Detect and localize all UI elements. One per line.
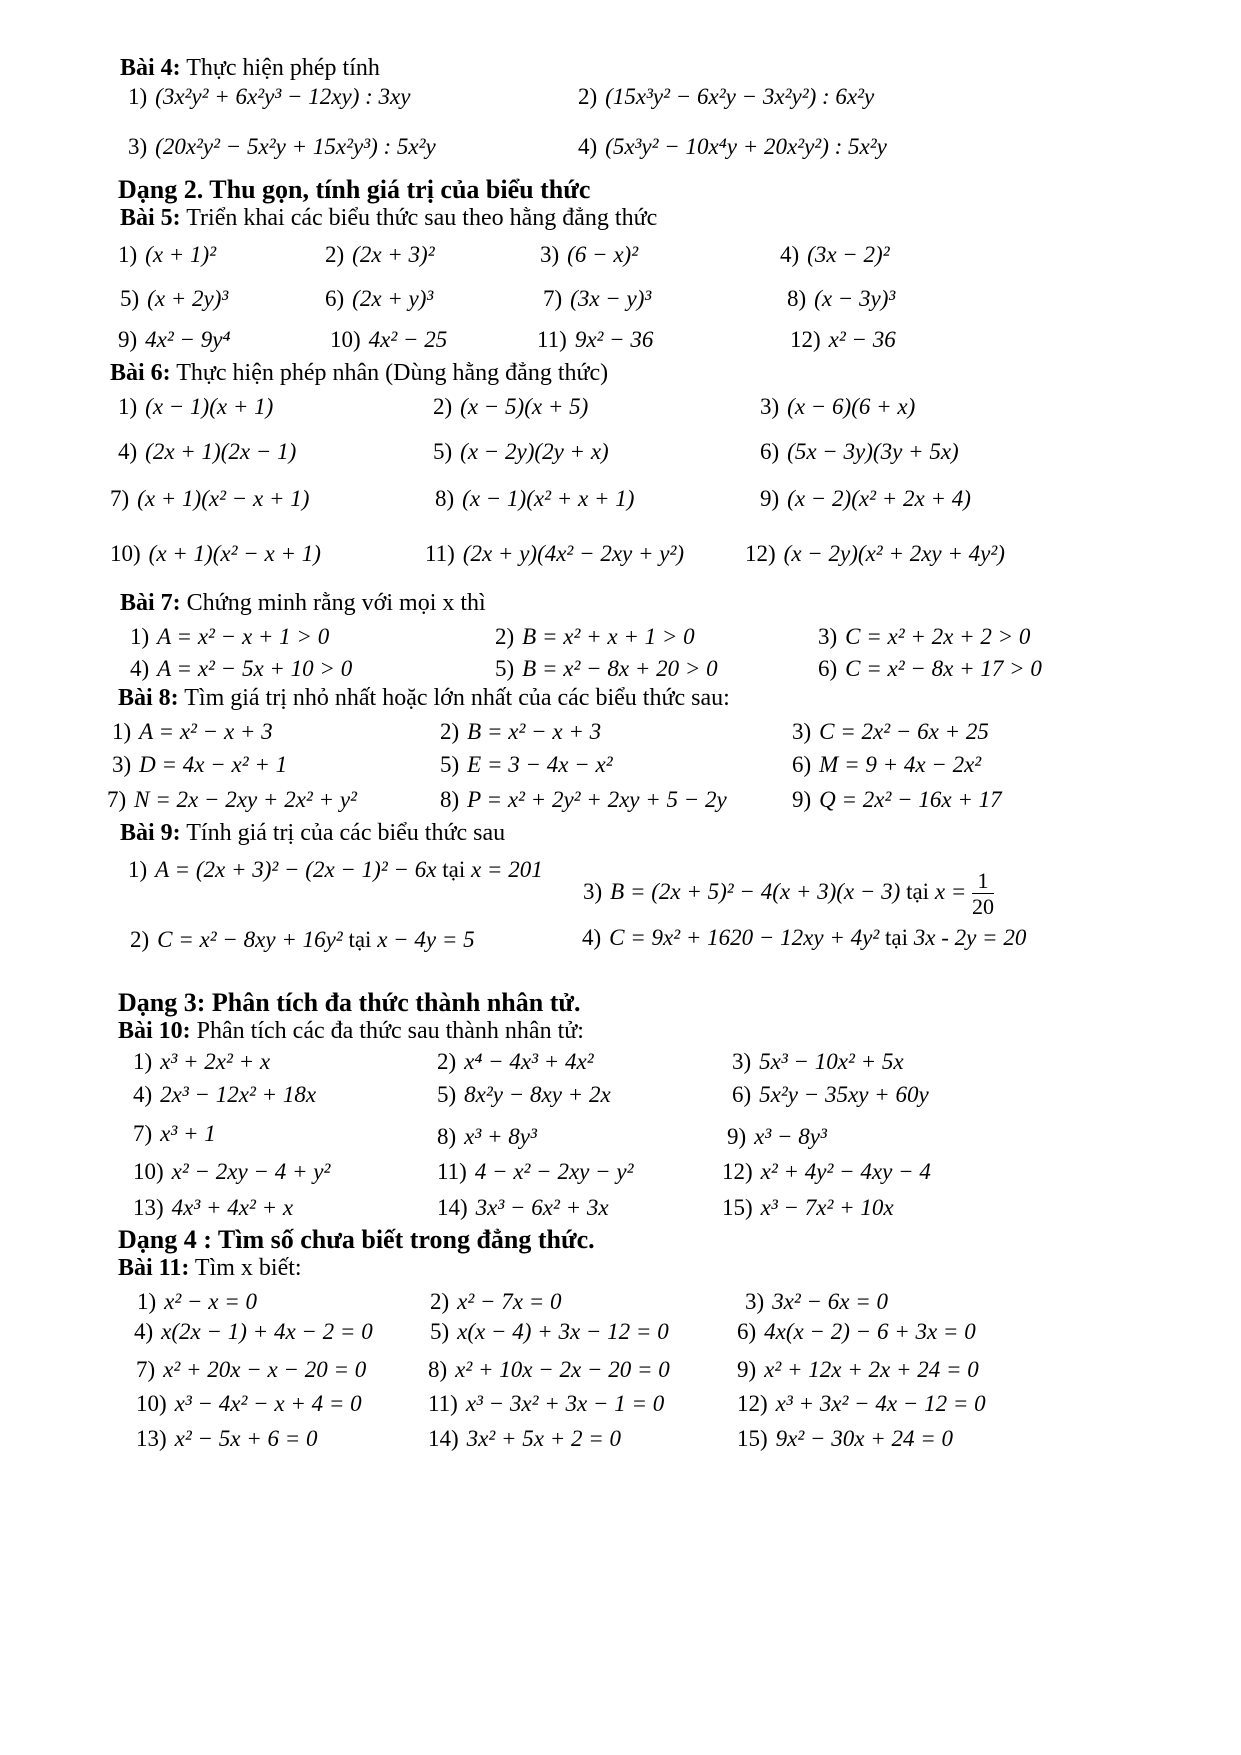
section-heading-d4: Dạng 4 : Tìm số chưa biết trong đẳng thức. [118, 1225, 595, 1254]
item-number: 12) [722, 1159, 753, 1184]
item-number: 8) [440, 787, 460, 812]
item-expression: B = (2x + 5)² − 4(x + 3)(x − 3) [610, 879, 901, 905]
item-number: 1) [137, 1289, 157, 1314]
item-expression: x³ − 7x² + 10x [760, 1195, 894, 1220]
item-number: 3) [732, 1049, 752, 1074]
item-expression: x² + 4y² − 4xy − 4 [760, 1159, 931, 1184]
item-expression: C = x² − 8x + 17 > 0 [845, 656, 1042, 681]
item-number: 9) [118, 327, 138, 352]
item-expression: 9x² − 36 [574, 327, 654, 352]
exercise-item-b6-5 [433, 440, 609, 463]
exercise-item-b8-1 [112, 720, 273, 743]
exercise-item-b10-11 [437, 1160, 634, 1183]
item-number: 10) [133, 1159, 164, 1184]
item-expression: A = (2x + 3)² − (2x − 1)² − 6x [155, 857, 437, 882]
item-expression: P = x² + 2y² + 2xy + 5 − 2y [467, 787, 727, 812]
exercise-item-b11-1 [137, 1290, 257, 1313]
item-number: 4) [118, 439, 138, 464]
item-number: 6) [732, 1082, 752, 1107]
item-expression: E = 3 − 4x − x² [467, 752, 613, 777]
item-expression: x(x − 4) + 3x − 12 = 0 [457, 1319, 669, 1344]
item-expression: x² − 36 [828, 327, 896, 352]
item-number: 12) [737, 1391, 768, 1416]
exercise-title-b11 [118, 1255, 302, 1282]
item-number: 2) [437, 1049, 457, 1074]
exercise-title-b4 [120, 55, 380, 82]
item-expression: x³ − 3x² + 3x − 1 = 0 [465, 1391, 665, 1416]
item-condition-word: tại [879, 925, 914, 950]
item-expression: x² + 10x − 2x − 20 = 0 [455, 1357, 670, 1382]
item-condition: x − 4y = 5 [377, 927, 475, 952]
item-expression: 3x² − 6x = 0 [772, 1289, 889, 1314]
item-number: 3) [818, 624, 838, 649]
exercise-item-b9-4 [582, 926, 1026, 949]
item-expression: B = x² − 8x + 20 > 0 [522, 656, 718, 681]
item-expression: (20x²y² − 5x²y + 15x²y³) : 5x²y [155, 134, 436, 159]
item-expression: x² − 5x + 6 = 0 [174, 1426, 318, 1451]
exercise-item-b11-10 [136, 1392, 362, 1415]
item-condition-word: tại [900, 879, 935, 905]
item-number: 8) [428, 1357, 448, 1382]
exercise-title-b8 [118, 685, 730, 712]
item-expression: C = x² + 2x + 2 > 0 [845, 624, 1031, 649]
item-number: 1) [118, 242, 138, 267]
exercise-item-b5-5 [120, 287, 228, 310]
exercise-label: Bài 7: [120, 590, 181, 616]
item-number: 2) [325, 242, 345, 267]
item-number: 10) [110, 541, 141, 566]
item-expression: (2x + 1)(2x − 1) [145, 439, 297, 464]
item-number: 11) [428, 1391, 458, 1416]
section-heading-d2: Dạng 2. Thu gọn, tính giá trị của biểu thức [118, 175, 591, 204]
item-number: 3) [792, 719, 812, 744]
exercise-item-b10-9 [727, 1125, 827, 1148]
exercise-item-b5-1 [118, 243, 216, 266]
item-expression: A = x² − 5x + 10 > 0 [157, 656, 353, 681]
item-expression: 4x³ + 4x² + x [171, 1195, 294, 1220]
exercise-item-b10-13 [133, 1196, 293, 1219]
exercise-instruction: Triển khai các biểu thức sau theo hằng đẳng thức [180, 205, 658, 231]
exercise-label: Bài 10: [118, 1018, 191, 1044]
exercise-item-b6-3 [760, 395, 915, 418]
item-expression: x(2x − 1) + 4x − 2 = 0 [161, 1319, 373, 1344]
exercise-item-b10-12 [722, 1160, 931, 1183]
exercise-item-b11-11 [428, 1392, 664, 1415]
exercise-item-b5-4 [780, 243, 890, 266]
item-number: 7) [110, 486, 130, 511]
item-expression: (x − 1)(x² + x + 1) [462, 486, 635, 511]
item-number: 5) [437, 1082, 457, 1107]
exercise-item-b5-3 [540, 243, 638, 266]
item-expression: B = x² + x + 1 > 0 [522, 624, 695, 649]
exercise-item-b8-5 [440, 753, 613, 776]
exercise-item-b6-11 [425, 542, 684, 565]
item-expression: N = 2x − 2xy + 2x² + y² [134, 787, 357, 812]
item-number: 6) [760, 439, 780, 464]
exercise-item-b8-3 [792, 720, 989, 743]
exercise-label: Bài 9: [120, 820, 181, 846]
item-number: 14) [428, 1426, 459, 1451]
exercise-item-b6-2 [433, 395, 588, 418]
item-expression: 3x³ − 6x² + 3x [475, 1195, 609, 1220]
exercise-item-b6-12 [745, 542, 1005, 565]
item-number: 7) [133, 1121, 153, 1146]
item-number: 9) [737, 1357, 757, 1382]
item-number: 7) [107, 787, 127, 812]
item-expression: (3x − 2)² [807, 242, 890, 267]
item-expression: C = 9x² + 1620 − 12xy + 4y² [609, 925, 880, 950]
item-number: 1) [128, 84, 148, 109]
exercise-item-b4-3 [128, 135, 436, 158]
item-number: 9) [727, 1124, 747, 1149]
item-expression: x³ − 4x² − x + 4 = 0 [174, 1391, 362, 1416]
item-number: 8) [435, 486, 455, 511]
item-expression: 9x² − 30x + 24 = 0 [775, 1426, 954, 1451]
item-number: 1) [133, 1049, 153, 1074]
exercise-instruction: Tìm x biết: [189, 1255, 302, 1281]
item-number: 7) [136, 1357, 156, 1382]
exercise-item-b11-15 [737, 1427, 953, 1450]
item-number: 5) [433, 439, 453, 464]
item-expression: (x − 1)(x + 1) [145, 394, 274, 419]
exercise-item-b9-3 [130, 928, 475, 951]
exercise-item-b7-6 [818, 657, 1042, 680]
item-expression: Q = 2x² − 16x + 17 [819, 787, 1002, 812]
item-expression: (x − 3y)³ [814, 286, 896, 311]
exercise-item-b10-3 [732, 1050, 904, 1073]
item-expression: x² + 20x − x − 20 = 0 [163, 1357, 367, 1382]
exercise-item-b11-14 [428, 1427, 621, 1450]
item-number: 5) [495, 656, 515, 681]
item-number: 6) [818, 656, 838, 681]
item-number: 5) [120, 286, 140, 311]
item-number: 6) [737, 1319, 757, 1344]
exercise-item-b8-9 [792, 788, 1002, 811]
exercise-title-b6 [110, 360, 608, 387]
exercise-item-b4-2 [578, 85, 874, 108]
item-expression: x³ + 3x² − 4x − 12 = 0 [775, 1391, 986, 1416]
item-number: 3) [583, 879, 603, 905]
item-number: 2) [495, 624, 515, 649]
section-heading-d3: Dạng 3: Phân tích đa thức thành nhân tử. [118, 988, 581, 1017]
exercise-title-b9 [120, 820, 505, 847]
exercise-instruction: Tìm giá trị nhỏ nhất hoặc lớn nhất của các biểu thức sau: [178, 685, 730, 711]
item-expression: (x + 1)(x² − x + 1) [148, 541, 321, 566]
item-number: 1) [118, 394, 138, 419]
exercise-item-b5-6 [325, 287, 433, 310]
exercise-item-b6-7 [110, 487, 309, 510]
item-number: 5) [440, 752, 460, 777]
item-number: 2) [130, 927, 150, 952]
item-number: 7) [543, 286, 563, 311]
item-expression: (5x − 3y)(3y + 5x) [787, 439, 959, 464]
exercise-item-b4-4 [578, 135, 887, 158]
exercise-item-b11-7 [136, 1358, 366, 1381]
item-expression: (15x³y² − 6x²y − 3x²y²) : 6x²y [605, 84, 875, 109]
fraction-denominator: 20 [972, 894, 995, 920]
exercise-instruction: Thực hiện phép tính [180, 55, 380, 81]
item-expression: (2x + y)³ [352, 286, 434, 311]
item-number: 1) [128, 857, 148, 882]
exercise-title-b10 [118, 1018, 584, 1045]
exercise-item-b5-2 [325, 243, 435, 266]
item-number: 11) [537, 327, 567, 352]
item-number: 10) [330, 327, 361, 352]
exercise-item-b9-2 [583, 868, 994, 920]
exercise-item-b10-14 [437, 1196, 609, 1219]
item-expression: (6 − x)² [567, 242, 639, 267]
exercise-item-b8-7 [107, 788, 357, 811]
item-expression: x² − 2xy − 4 + y² [171, 1159, 331, 1184]
item-expression: B = x² − x + 3 [467, 719, 602, 744]
item-expression: (x + 2y)³ [147, 286, 229, 311]
item-expression: 4 − x² − 2xy − y² [474, 1159, 634, 1184]
item-number: 3) [112, 752, 132, 777]
item-number: 15) [737, 1426, 768, 1451]
exercise-item-b7-2 [495, 625, 695, 648]
exercise-instruction: Tính giá trị của các biểu thức sau [180, 820, 506, 846]
exercise-item-b10-10 [133, 1160, 330, 1183]
item-number: 1) [112, 719, 132, 744]
item-expression: (2x + y)(4x² − 2xy + y²) [462, 541, 685, 566]
item-expression: 4x(x − 2) − 6 + 3x = 0 [764, 1319, 976, 1344]
exercise-item-b7-4 [130, 657, 352, 680]
item-number: 9) [792, 787, 812, 812]
item-expression: (x + 1)² [145, 242, 217, 267]
item-number: 2) [430, 1289, 450, 1314]
item-expression: x³ − 8y³ [754, 1124, 827, 1149]
item-expression: 4x² − 9y⁴ [145, 327, 231, 352]
exercise-item-b5-7 [543, 287, 651, 310]
item-number: 15) [722, 1195, 753, 1220]
exercise-instruction: Thực hiện phép nhân (Dùng hằng đẳng thức) [170, 360, 609, 386]
item-expression: (x + 1)(x² − x + 1) [137, 486, 310, 511]
item-number: 12) [745, 541, 776, 566]
item-number: 14) [437, 1195, 468, 1220]
item-number: 4) [578, 134, 598, 159]
item-expression: (x − 2)(x² + 2x + 4) [787, 486, 971, 511]
exercise-instruction: Chứng minh rằng với mọi x thì [180, 590, 486, 616]
exercise-item-b5-9 [118, 328, 231, 351]
item-expression: 4x² − 25 [368, 327, 448, 352]
exercise-item-b10-8 [437, 1125, 537, 1148]
item-expression: M = 9 + 4x − 2x² [819, 752, 982, 777]
exercise-item-b10-7 [133, 1122, 216, 1145]
item-expression: 8x²y − 8xy + 2x [464, 1082, 611, 1107]
exercise-item-b6-10 [110, 542, 321, 565]
item-number: 6) [325, 286, 345, 311]
item-number: 11) [437, 1159, 467, 1184]
item-number: 2) [433, 394, 453, 419]
exercise-label: Bài 4: [120, 55, 181, 81]
item-number: 4) [130, 656, 150, 681]
exercise-item-b5-12 [790, 328, 896, 351]
item-condition-word: tại [436, 857, 471, 882]
exercise-item-b5-11 [537, 328, 653, 351]
item-expression: (3x − y)³ [570, 286, 652, 311]
item-number: 1) [130, 624, 150, 649]
exercise-label: Bài 6: [110, 360, 171, 386]
item-number: 13) [133, 1195, 164, 1220]
exercise-item-b11-3 [745, 1290, 888, 1313]
exercise-item-b6-6 [760, 440, 959, 463]
exercise-item-b7-3 [818, 625, 1030, 648]
exercise-item-b11-2 [430, 1290, 562, 1313]
exercise-item-b6-4 [118, 440, 296, 463]
item-expression: A = x² − x + 1 > 0 [157, 624, 330, 649]
exercise-item-b8-4 [112, 753, 287, 776]
item-number: 3) [128, 134, 148, 159]
item-number: 11) [425, 541, 455, 566]
exercise-item-b11-9 [737, 1358, 979, 1381]
exercise-item-b11-13 [136, 1427, 318, 1450]
exercise-item-b6-9 [760, 487, 971, 510]
exercise-item-b5-10 [330, 328, 447, 351]
item-condition: x = 201 [470, 857, 543, 882]
exercise-item-b7-1 [130, 625, 329, 648]
item-expression: D = 4x − x² + 1 [139, 752, 288, 777]
item-expression: (x − 2y)(x² + 2xy + 4y²) [783, 541, 1005, 566]
fraction-numerator: 1 [977, 868, 989, 893]
item-expression: (x − 5)(x + 5) [460, 394, 589, 419]
item-expression: x² − 7x = 0 [457, 1289, 562, 1314]
item-expression: 5x³ − 10x² + 5x [759, 1049, 904, 1074]
exercise-item-b11-12 [737, 1392, 986, 1415]
exercise-item-b10-5 [437, 1083, 611, 1106]
item-expression: x³ + 8y³ [464, 1124, 537, 1149]
item-number: 12) [790, 327, 821, 352]
item-number: 2) [440, 719, 460, 744]
exercise-item-b6-8 [435, 487, 634, 510]
item-number: 13) [136, 1426, 167, 1451]
item-condition: 3x - 2y = 20 [913, 925, 1027, 950]
item-expression: 2x³ − 12x² + 18x [160, 1082, 317, 1107]
item-number: 6) [792, 752, 812, 777]
item-number: 3) [540, 242, 560, 267]
item-expression: 3x² + 5x + 2 = 0 [466, 1426, 622, 1451]
exercise-item-b6-1 [118, 395, 273, 418]
item-expression: (5x³y² − 10x⁴y + 20x²y²) : 5x²y [605, 134, 887, 159]
exercise-item-b11-5 [430, 1320, 669, 1343]
exercise-item-b9-1 [128, 858, 543, 881]
item-expression: x⁴ − 4x³ + 4x² [464, 1049, 594, 1074]
item-expression: (x − 6)(6 + x) [787, 394, 916, 419]
exercise-item-b10-15 [722, 1196, 894, 1219]
exercise-item-b4-1 [128, 85, 410, 108]
item-condition-word: tại [342, 927, 378, 952]
fraction [972, 868, 994, 920]
exercise-item-b10-4 [133, 1083, 316, 1106]
item-expression: (2x + 3)² [352, 242, 435, 267]
item-number: 8) [437, 1124, 457, 1149]
item-number: 3) [745, 1289, 765, 1314]
item-expression: x² − x = 0 [164, 1289, 258, 1314]
item-number: 4) [133, 1082, 153, 1107]
item-expression: x² + 12x + 2x + 24 = 0 [764, 1357, 979, 1382]
item-expression: C = x² − 8xy + 16y² [157, 927, 343, 952]
exercise-item-b8-6 [792, 753, 981, 776]
item-expression: (x − 2y)(2y + x) [460, 439, 609, 464]
exercise-instruction: Phân tích các đa thức sau thành nhân tử: [190, 1018, 584, 1044]
item-expression: (3x²y² + 6x²y³ − 12xy) : 3xy [155, 84, 411, 109]
exercise-label: Bài 8: [118, 685, 179, 711]
exercise-item-b10-2 [437, 1050, 594, 1073]
item-expression: 5x²y − 35xy + 60y [759, 1082, 929, 1107]
exercise-item-b7-5 [495, 657, 718, 680]
item-expression: A = x² − x + 3 [139, 719, 273, 744]
exercise-item-b11-4 [134, 1320, 373, 1343]
item-number: 5) [430, 1319, 450, 1344]
item-expression: x³ + 1 [160, 1121, 216, 1146]
exercise-label: Bài 5: [120, 205, 181, 231]
exercise-item-b10-6 [732, 1083, 929, 1106]
exercise-item-b11-6 [737, 1320, 976, 1343]
item-number: 2) [578, 84, 598, 109]
exercise-item-b11-8 [428, 1358, 670, 1381]
item-number: 3) [760, 394, 780, 419]
item-number: 4) [582, 925, 602, 950]
exercise-item-b8-8 [440, 788, 727, 811]
exercise-item-b10-1 [133, 1050, 270, 1073]
exercise-label: Bài 11: [118, 1255, 190, 1281]
exercise-item-b8-2 [440, 720, 601, 743]
item-number: 10) [136, 1391, 167, 1416]
item-expression: C = 2x² − 6x + 25 [819, 719, 989, 744]
item-number: 4) [134, 1319, 154, 1344]
exercise-item-b5-8 [787, 287, 895, 310]
item-condition: x = [934, 879, 973, 905]
item-number: 8) [787, 286, 807, 311]
item-number: 4) [780, 242, 800, 267]
exercise-title-b7 [120, 590, 486, 617]
exercise-title-b5 [120, 205, 657, 232]
item-expression: x³ + 2x² + x [160, 1049, 271, 1074]
item-number: 9) [760, 486, 780, 511]
